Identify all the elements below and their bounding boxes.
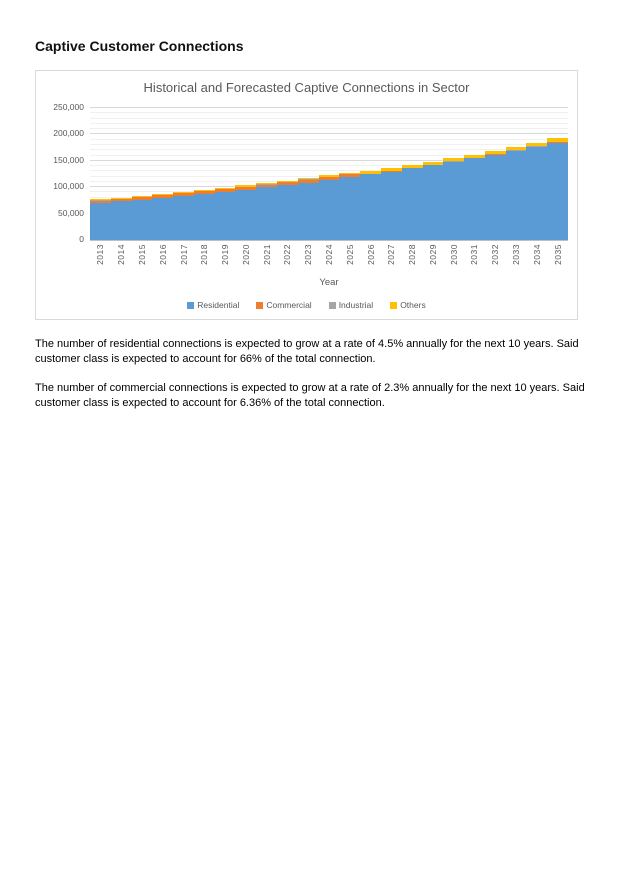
x-tick-slot bbox=[90, 244, 111, 276]
bar-segment-residential bbox=[111, 201, 132, 240]
bar-segment-residential bbox=[215, 192, 236, 240]
bar-segment-residential bbox=[235, 190, 256, 240]
bar-2018 bbox=[194, 109, 215, 240]
x-tick-slot bbox=[506, 244, 527, 276]
x-axis-labels bbox=[90, 244, 568, 276]
x-tick-slot bbox=[402, 244, 423, 276]
legend-marker-others bbox=[390, 302, 397, 309]
bar-segment-residential bbox=[173, 196, 194, 240]
bar-segment-residential bbox=[526, 147, 547, 240]
x-tick-slot bbox=[360, 244, 381, 276]
legend-label: Commercial bbox=[266, 300, 312, 310]
bar-2021 bbox=[256, 109, 277, 240]
x-tick-label: 2026 bbox=[365, 244, 376, 265]
bar-segment-residential bbox=[485, 155, 506, 240]
x-tick-label: 2029 bbox=[427, 244, 438, 265]
legend-label: Industrial bbox=[338, 300, 374, 310]
x-tick-label: 2015 bbox=[136, 244, 147, 265]
x-tick-label: 2018 bbox=[199, 244, 210, 265]
x-tick-slot bbox=[298, 244, 319, 276]
y-tick-label: 200,000 bbox=[53, 128, 84, 139]
bar-segment-residential bbox=[402, 168, 423, 240]
x-tick-label: 2035 bbox=[552, 244, 563, 265]
bar-2028 bbox=[402, 109, 423, 240]
plot-area bbox=[53, 102, 568, 244]
x-tick-slot bbox=[215, 244, 236, 276]
legend-label: Others bbox=[400, 300, 426, 310]
legend-item-industrial bbox=[329, 300, 374, 310]
bar-2019 bbox=[215, 109, 236, 240]
bar-2026 bbox=[360, 109, 381, 240]
bar-2029 bbox=[423, 109, 444, 240]
bar-2033 bbox=[506, 109, 527, 240]
x-tick-label: 2020 bbox=[240, 244, 251, 265]
bar-segment-residential bbox=[319, 180, 340, 240]
bar-2016 bbox=[152, 109, 173, 240]
y-tick-label: 50,000 bbox=[58, 207, 84, 218]
x-tick-label: 2013 bbox=[95, 244, 106, 265]
bar-segment-residential bbox=[298, 183, 319, 240]
bar-2023 bbox=[298, 109, 319, 240]
bar-2013 bbox=[90, 109, 111, 240]
x-tick-slot bbox=[173, 244, 194, 276]
x-tick-label: 2023 bbox=[303, 244, 314, 265]
x-tick-label: 2019 bbox=[220, 244, 231, 265]
x-tick-label: 2034 bbox=[531, 244, 542, 265]
x-tick-label: 2021 bbox=[261, 244, 272, 265]
bar-segment-residential bbox=[381, 172, 402, 240]
bar-segment-residential bbox=[339, 177, 360, 240]
bar-2035 bbox=[547, 109, 568, 240]
y-tick-label: 100,000 bbox=[53, 181, 84, 192]
bar-segment-residential bbox=[277, 185, 298, 240]
bar-segment-residential bbox=[423, 165, 444, 240]
x-tick-label: 2016 bbox=[157, 244, 168, 265]
x-tick-slot bbox=[339, 244, 360, 276]
x-tick-slot bbox=[277, 244, 298, 276]
chart-legend bbox=[36, 300, 577, 310]
x-tick-slot bbox=[319, 244, 340, 276]
x-tick-label: 2017 bbox=[178, 244, 189, 265]
bar-segment-residential bbox=[132, 200, 153, 240]
bar-2032 bbox=[485, 109, 506, 240]
bar-segment-residential bbox=[194, 194, 215, 240]
x-tick-slot bbox=[235, 244, 256, 276]
x-tick-label: 2033 bbox=[511, 244, 522, 265]
bar-2022 bbox=[277, 109, 298, 240]
y-tick-label: 0 bbox=[79, 234, 84, 244]
bar-segment-residential bbox=[256, 187, 277, 240]
x-tick-label: 2030 bbox=[448, 244, 459, 265]
bar-2031 bbox=[464, 109, 485, 240]
x-tick-slot bbox=[423, 244, 444, 276]
bar-2024 bbox=[319, 109, 340, 240]
gridline-major bbox=[90, 107, 568, 108]
x-tick-slot bbox=[526, 244, 547, 276]
x-tick-slot bbox=[132, 244, 153, 276]
y-axis-labels bbox=[38, 102, 84, 244]
x-axis-title: Year bbox=[319, 277, 339, 288]
x-tick-slot bbox=[464, 244, 485, 276]
x-tick-slot bbox=[485, 244, 506, 276]
bar-2017 bbox=[173, 109, 194, 240]
x-tick-slot bbox=[194, 244, 215, 276]
bar-segment-residential bbox=[360, 174, 381, 240]
y-tick-label: 250,000 bbox=[53, 102, 84, 112]
bar-2020 bbox=[235, 109, 256, 240]
legend-item-commercial bbox=[256, 300, 311, 310]
bars bbox=[90, 109, 568, 240]
legend-marker-commercial bbox=[256, 302, 263, 309]
bar-2034 bbox=[526, 109, 547, 240]
paragraph-residential: The number of residential connections is expected to grow at a rate of 4.5% annually for the next 10 years. Said customer class is expected to account for 66% of the total connection. bbox=[35, 338, 579, 365]
bar-segment-residential bbox=[443, 162, 464, 240]
legend-item-others bbox=[390, 300, 426, 310]
bar-2030 bbox=[443, 109, 464, 240]
x-tick-slot bbox=[381, 244, 402, 276]
bar-2015 bbox=[132, 109, 153, 240]
document-page bbox=[35, 38, 592, 411]
bar-segment-residential bbox=[506, 151, 527, 240]
bar-segment-residential bbox=[90, 203, 111, 240]
x-tick-label: 2014 bbox=[116, 244, 127, 265]
bar-2027 bbox=[381, 109, 402, 240]
x-tick-slot bbox=[111, 244, 132, 276]
bar-2025 bbox=[339, 109, 360, 240]
legend-item-residential bbox=[187, 300, 239, 310]
x-tick-slot bbox=[256, 244, 277, 276]
x-tick-label: 2022 bbox=[282, 244, 293, 265]
bar-segment-residential bbox=[547, 143, 568, 240]
x-tick-label: 2028 bbox=[407, 244, 418, 265]
paragraph-commercial: The number of commercial connections is expected to grow at a rate of 2.3% annually for the next 10 years. Said customer class is expected to account for 6.36% of the total connection. bbox=[35, 382, 585, 409]
bar-2014 bbox=[111, 109, 132, 240]
bar-segment-residential bbox=[464, 158, 485, 240]
bar-segment-residential bbox=[152, 198, 173, 240]
x-tick-label: 2032 bbox=[490, 244, 501, 265]
x-tick-slot bbox=[152, 244, 173, 276]
page-title: Captive Customer Connections bbox=[35, 38, 244, 54]
x-tick-label: 2024 bbox=[323, 244, 334, 265]
chart-title: Historical and Forecasted Captive Connections in Sector bbox=[143, 80, 470, 95]
legend-marker-residential bbox=[187, 302, 194, 309]
x-tick-label: 2027 bbox=[386, 244, 397, 265]
x-tick-slot bbox=[547, 244, 568, 276]
legend-marker-industrial bbox=[329, 302, 336, 309]
x-tick-slot bbox=[443, 244, 464, 276]
legend-label: Residential bbox=[197, 300, 240, 310]
x-tick-label: 2031 bbox=[469, 244, 480, 265]
y-tick-label: 150,000 bbox=[53, 154, 84, 165]
x-tick-label: 2025 bbox=[344, 244, 355, 265]
chart bbox=[35, 70, 578, 320]
